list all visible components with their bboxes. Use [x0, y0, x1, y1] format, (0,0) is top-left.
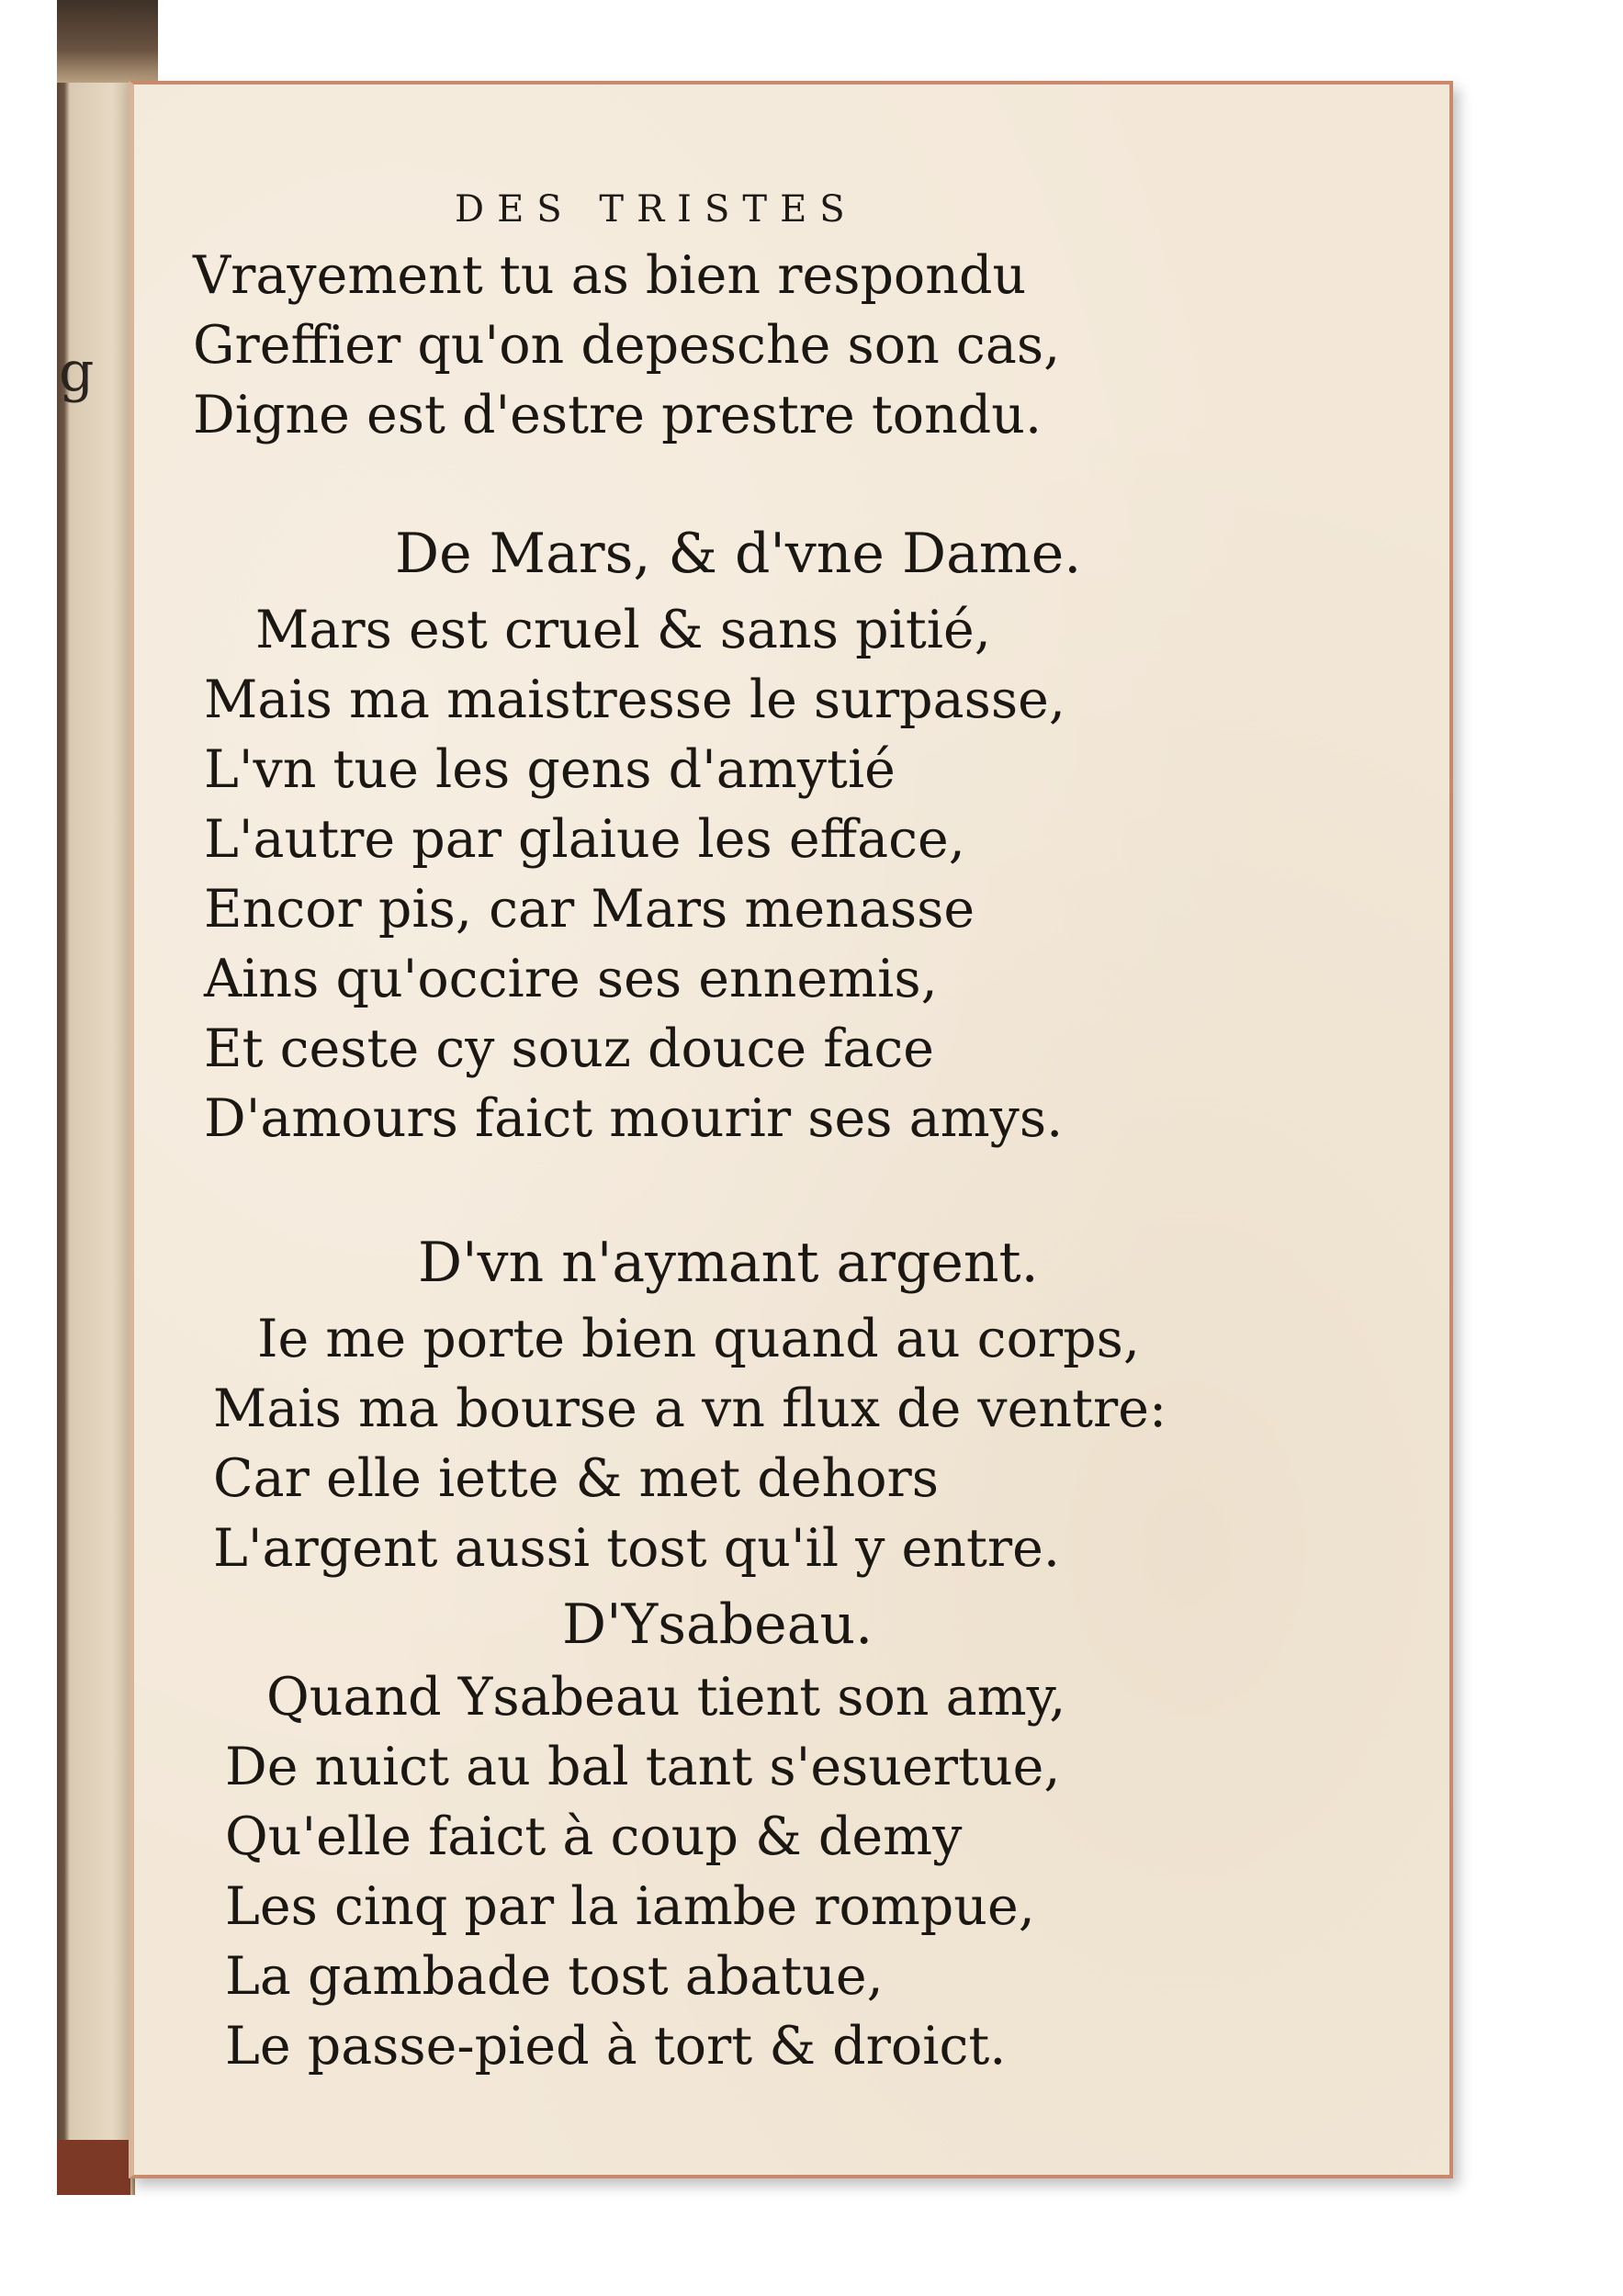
facing-page-fragment: g [59, 340, 95, 404]
verse-line: Ains qu'occire ses ennemis, [204, 949, 938, 1009]
verse-line: Qu'elle faict à coup & demy [225, 1806, 963, 1867]
verse-line: Ie me porte bien quand au corps, [257, 1309, 1141, 1369]
verse-line: Et ceste cy souz douce face [204, 1019, 934, 1079]
verse-line: Mars est cruel & sans pitié, [255, 600, 991, 660]
verse-line: Les cinq par la iambe rompue, [225, 1876, 1035, 1937]
poem-title: De Mars, & d'vne Dame. [395, 522, 1082, 586]
verse-line: Quand Ysabeau tient son amy, [266, 1667, 1066, 1728]
verse-line: Le passe-pied à tort & droict. [225, 2016, 1007, 2077]
verse-line: Mais ma maistresse le surpasse, [204, 670, 1065, 730]
binding-bottom [57, 2140, 130, 2195]
poem-title: D'Ysabeau. [562, 1593, 873, 1657]
verse-line: Digne est d'estre prestre tondu. [193, 385, 1043, 445]
verse-line: D'amours faict mourir ses amys. [204, 1088, 1064, 1149]
verse-line: L'argent aussi tost qu'il y entre. [213, 1518, 1060, 1579]
binding-top [57, 0, 158, 83]
verse-line: L'vn tue les gens d'amytié [204, 739, 896, 800]
verse-line: Encor pis, car Mars menasse [204, 879, 975, 940]
verse-line: L'autre par glaiue les efface, [204, 809, 965, 870]
verse-line: Mais ma bourse a vn flux de ventre: [213, 1379, 1167, 1439]
verse-line: Car elle iette & met dehors [213, 1448, 940, 1509]
running-head: DES TRISTES [455, 188, 858, 231]
book-spine [57, 0, 135, 2195]
verse-line: Vrayement tu as bien respondu [193, 245, 1027, 306]
verse-line: De nuict au bal tant s'esuertue, [225, 1737, 1061, 1797]
poem-title: D'vn n'aymant argent. [418, 1231, 1039, 1295]
verse-line: La gambade tost abatue, [225, 1946, 884, 2007]
verse-line: Greffier qu'on depesche son cas, [193, 315, 1061, 376]
